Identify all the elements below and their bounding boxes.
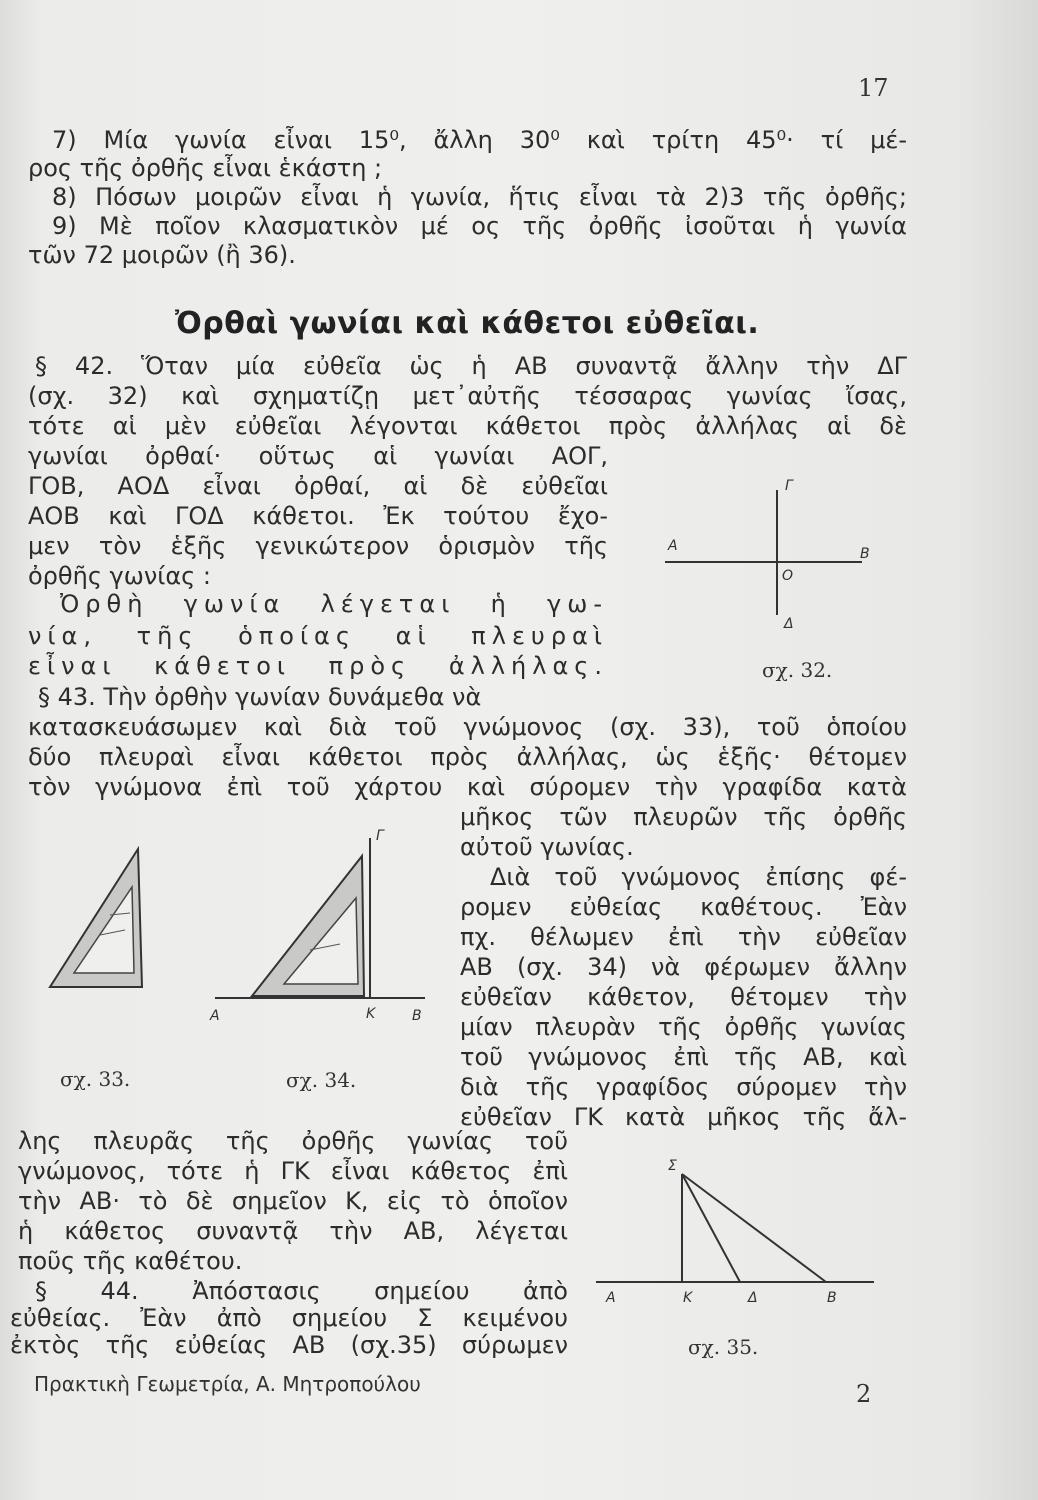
para43-right-line: ΑΒ (σχ. 34) νὰ φέρωμεν ἄλλην [460, 953, 907, 981]
para42-line: τότε αἱ μὲν εὐθεῖαι λέγονται κάθετοι πρὸς ἀλλήλας αἱ δὲ [28, 412, 907, 440]
fig34-label-k: Κ [366, 1006, 376, 1022]
exercise-7-cont: ρος τῆς ὀρθῆς εἶναι ἑκάστη ; [28, 154, 383, 182]
fig35-label-d: Δ [748, 1290, 758, 1306]
para43-right-line: μίαν πλευρὰν τῆς ὀρθῆς γωνίας [460, 1013, 907, 1041]
para43-right-line: μῆκος τῶν πλευρῶν τῆς ὀρθῆς [460, 803, 907, 831]
definition-line: Ὀρθὴ γωνία λέγεται ἡ γω- [60, 590, 608, 618]
fig35-label-k: Κ [683, 1290, 693, 1306]
para43-right-line: Διὰ τοῦ γνώμονος ἐπίσης φέ- [490, 863, 907, 891]
fig32-caption: σχ. 32. [762, 658, 833, 682]
para42-line: ΓΟΒ, ΑΟΔ εἶναι ὀρθαί, αἱ δὲ εὐθεῖαι [28, 472, 608, 500]
para43-right-line: εὐθεῖαν ΓΚ κατὰ μῆκος τῆς ἄλ- [460, 1103, 907, 1131]
figure-35 [590, 1160, 880, 1310]
fig32-label-o: Ο [782, 568, 794, 584]
fig33-caption: σχ. 33. [60, 1067, 131, 1091]
fig34-label-b: Β [412, 1008, 422, 1024]
fig35-label-s: Σ [668, 1158, 677, 1174]
para43-left-line: γνώμονος, τότε ἡ ΓΚ εἶναι κάθετος ἐπὶ [18, 1157, 568, 1185]
fig32-label-g: Γ [785, 478, 793, 494]
fig35-caption: σχ. 35. [688, 1335, 759, 1359]
exercise-7: 7) Μία γωνία εἶναι 15⁰, ἄλλη 30⁰ καὶ τρίτη 45⁰· τί μέ- [52, 126, 907, 154]
signature-number: 2 [856, 1380, 872, 1408]
section-heading: Ὀρθαὶ γωνίαι καὶ κάθετοι εὐθεῖαι. [175, 306, 760, 341]
exercise-9-cont: τῶν 72 μοιρῶν (ἢ 36). [28, 241, 296, 269]
fig34-label-a: Α [210, 1008, 220, 1024]
para43-right-line: αὐτοῦ γωνίας. [460, 833, 634, 861]
para43-right-line: τοῦ γνώμονος ἐπὶ τῆς ΑΒ, καὶ [460, 1043, 907, 1071]
para43-left-line: ποῦς τῆς καθέτου. [18, 1247, 243, 1275]
para43-right-line: πχ. θέλωμεν ἐπὶ τὴν εὐθεῖαν [460, 923, 907, 951]
para42-line: γωνίαι ὀρθαί· οὕτως αἱ γωνίαι ΑΟΓ, [28, 442, 608, 470]
para43-line: δύο πλευραὶ εἶναι κάθετοι πρὸς ἀλλήλας, ὡς ἑξῆς· θέτομεν [28, 743, 907, 771]
para42-line: § 42. Ὅταν μία εὐθεῖα ὡς ἡ ΑΒ συναντᾷ ἄλλην τὴν ΔΓ [35, 352, 907, 380]
fig34-label-g: Γ [376, 828, 384, 844]
figure-34 [200, 820, 440, 1020]
para43-left-line: τὴν ΑΒ· τὸ δὲ σημεῖον Κ, εἰς τὸ ὁποῖον [18, 1187, 568, 1215]
exercise-8: 8) Πόσων μοιρῶν εἶναι ἡ γωνία, ἥτις εἶναι τὰ 2)3 τῆς ὀρθῆς; [52, 183, 907, 211]
para44-line: § 44. Ἀπόστασις σημείου ἀπὸ [35, 1277, 568, 1305]
figure-33 [40, 835, 160, 995]
fig32-label-b: Β [860, 546, 870, 562]
definition-line: εἶναι κάθετοι πρὸς ἀλλήλας. [28, 652, 608, 680]
para43-left-line: ἡ κάθετος συναντᾷ τὴν ΑΒ, λέγεται [18, 1217, 568, 1245]
exercise-9: 9) Μὲ ποῖον κλασματικὸν μέ ος τῆς ὀρθῆς ἰσοῦται ἡ γωνία [52, 212, 907, 240]
para43-line: τὸν γνώμονα ἐπὶ τοῦ χάρτου καὶ σύρομεν τὴν γραφίδα κατὰ [28, 773, 907, 801]
fig35-label-b: Β [827, 1290, 837, 1306]
para44-line: εὐθείας. Ἐὰν ἀπὸ σημείου Σ κειμένου [10, 1304, 568, 1332]
fig35-label-a: Α [606, 1290, 616, 1306]
para43-right-line: διὰ τῆς γραφίδος σύρομεν τὴν [460, 1073, 907, 1101]
page-footer: Πρακτικὴ Γεωμετρία, Α. Μητροπούλου [34, 1372, 421, 1396]
para42-line: ὀρθῆς γωνίας : [28, 562, 211, 590]
fig34-caption: σχ. 34. [286, 1068, 357, 1092]
para43-left-line: λης πλευρᾶς τῆς ὀρθῆς γωνίας τοῦ [18, 1127, 568, 1155]
page-number: 17 [858, 74, 889, 102]
para42-line: μεν τὸν ἑξῆς γενικώτερον ὁρισμὸν τῆς [28, 532, 608, 560]
para42-line: (σχ. 32) καὶ σχηματίζῃ μετ᾽αὐτῆς τέσσαρας γωνίας ἴσας, [28, 382, 907, 410]
fig32-label-d: Δ [784, 616, 794, 632]
fig32-label-a: Α [668, 538, 678, 554]
para43-line: κατασκευάσωμεν καὶ διὰ τοῦ γνώμονος (σχ. 33), τοῦ ὁποίου [28, 713, 907, 741]
figure-32 [640, 470, 880, 640]
para43-right-line: εὐθεῖαν κάθετον, θέτομεν τὴν [460, 983, 907, 1011]
para42-line: ΑΟΒ καὶ ΓΟΔ κάθετοι. Ἐκ τούτου ἔχο- [28, 502, 608, 530]
para43-right-line: ρομεν εὐθείας καθέτους. Ἐὰν [460, 893, 907, 921]
definition-line: νία, τῆς ὁποίας αἱ πλευραὶ [28, 622, 608, 650]
para44-line: ἐκτὸς τῆς εὐθείας ΑΒ (σχ.35) σύρωμεν [10, 1331, 568, 1359]
para43-line: § 43. Τὴν ὀρθὴν γωνίαν δυνάμεθα νὰ [38, 683, 482, 711]
